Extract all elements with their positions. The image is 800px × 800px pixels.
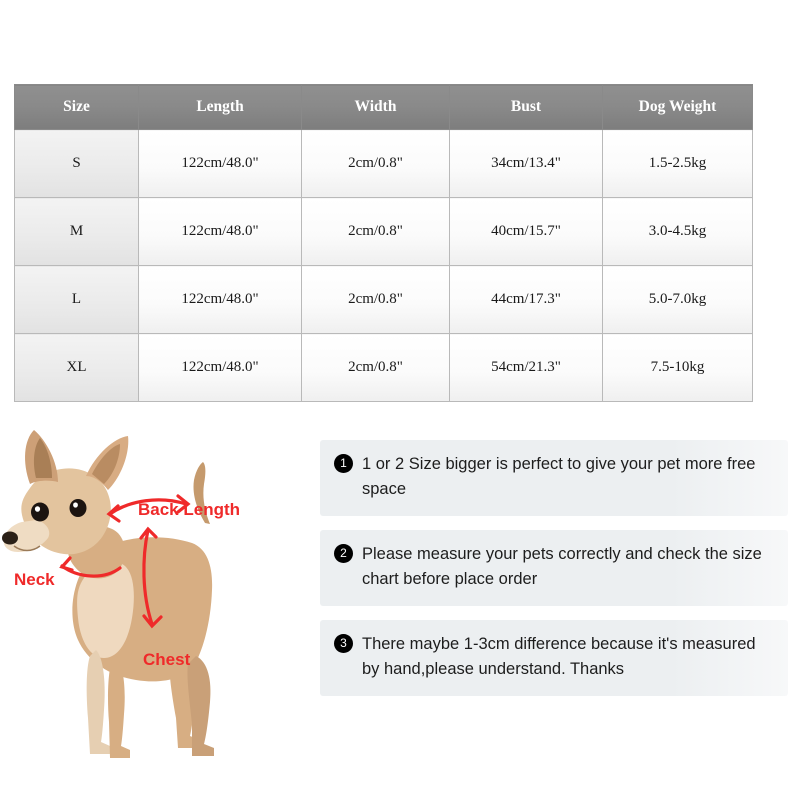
note-text: Please measure your pets correctly and check the size chart before place order bbox=[362, 545, 762, 588]
cell-weight: 7.5-10kg bbox=[603, 334, 753, 402]
label-chest: Chest bbox=[143, 650, 191, 669]
cell-width: 2cm/0.8" bbox=[302, 266, 450, 334]
table-row bbox=[15, 266, 753, 334]
size-chart-table bbox=[14, 84, 753, 402]
cell-length: 122cm/48.0" bbox=[139, 334, 302, 402]
cell-size: S bbox=[15, 130, 139, 198]
column-header-weight: Dog Weight bbox=[603, 85, 753, 130]
notes-list bbox=[320, 440, 788, 710]
cell-bust: 54cm/21.3" bbox=[450, 334, 603, 402]
cell-bust: 34cm/13.4" bbox=[450, 130, 603, 198]
column-header-bust: Bust bbox=[450, 85, 603, 130]
cell-width: 2cm/0.8" bbox=[302, 334, 450, 402]
note-item-1 bbox=[320, 440, 788, 516]
table-row bbox=[15, 334, 753, 402]
table-row bbox=[15, 130, 753, 198]
note-item-3 bbox=[320, 620, 788, 696]
cell-bust: 40cm/15.7" bbox=[450, 198, 603, 266]
dog-illustration bbox=[0, 418, 310, 800]
cell-length: 122cm/48.0" bbox=[139, 266, 302, 334]
cell-bust: 44cm/17.3" bbox=[450, 266, 603, 334]
note-number-icon: 2 bbox=[334, 544, 353, 563]
cell-weight: 3.0-4.5kg bbox=[603, 198, 753, 266]
size-chart-container bbox=[14, 84, 752, 402]
cell-length: 122cm/48.0" bbox=[139, 130, 302, 198]
column-header-size: Size bbox=[15, 85, 139, 130]
label-back-length: Back Length bbox=[138, 500, 241, 519]
measurement-guide-section bbox=[0, 418, 800, 800]
table-row bbox=[15, 198, 753, 266]
note-text: There maybe 1-3cm difference because it's measured by hand,please understand. Thanks bbox=[362, 635, 756, 678]
cell-weight: 5.0-7.0kg bbox=[603, 266, 753, 334]
chihuahua-photo-icon bbox=[0, 418, 310, 800]
cell-width: 2cm/0.8" bbox=[302, 198, 450, 266]
cell-size: L bbox=[15, 266, 139, 334]
note-item-2 bbox=[320, 530, 788, 606]
label-neck: Neck bbox=[14, 570, 55, 589]
cell-weight: 1.5-2.5kg bbox=[603, 130, 753, 198]
column-header-width: Width bbox=[302, 85, 450, 130]
note-text: 1 or 2 Size bigger is perfect to give your pet more free space bbox=[362, 455, 756, 498]
column-header-length: Length bbox=[139, 85, 302, 130]
cell-size: XL bbox=[15, 334, 139, 402]
note-number-icon: 1 bbox=[334, 454, 353, 473]
cell-width: 2cm/0.8" bbox=[302, 130, 450, 198]
note-number-icon: 3 bbox=[334, 634, 353, 653]
cell-size: M bbox=[15, 198, 139, 266]
table-header-row bbox=[15, 85, 753, 130]
cell-length: 122cm/48.0" bbox=[139, 198, 302, 266]
